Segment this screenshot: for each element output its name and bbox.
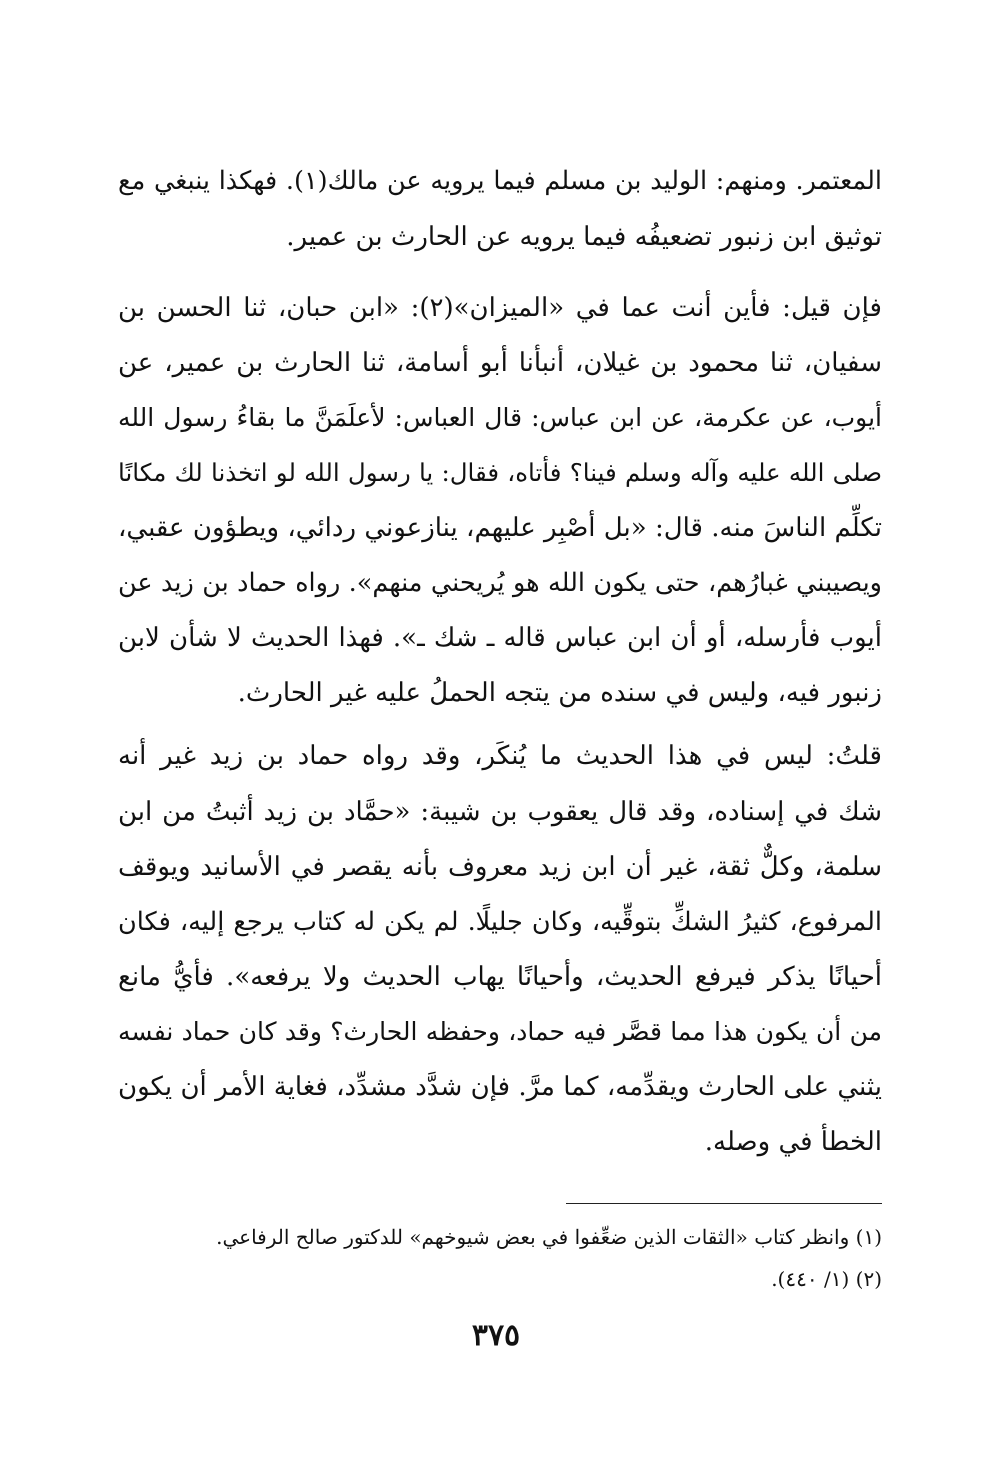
footnote-1: (١) وانظر كتاب «الثقات الذين ضعِّفوا في بعض شيوخهم» للدكتور صالح الرفاعي. bbox=[216, 1225, 882, 1249]
paragraph-start-line: فإن قيل: فأين أنت عما في «الميزان»(٢): «ابن حبان، ثنا الحسن بن bbox=[118, 293, 882, 323]
footnote-2: (٢) (١/ ٤٤٠). bbox=[771, 1267, 882, 1291]
text-line: زنبور فيه، وليس في سنده من يتجه الحملُ عليه غير الحارث. bbox=[237, 678, 882, 708]
text-line: أيوب، عن عكرمة، عن ابن عباس: قال العباس: لأعلَمَنَّ ما بقاءُ رسول الله bbox=[118, 403, 882, 432]
paragraph-start-line: قلتُ: ليس في هذا الحديث ما يُنكَر، وقد رواه حماد بن زيد غير أنه bbox=[118, 741, 882, 771]
text-line: أيوب فأرسله، أو أن ابن عباس قاله ـ شك ـ». فهذا الحديث لا شأن لابن bbox=[118, 623, 882, 653]
text-line: يثني على الحارث ويقدِّمه، كما مرَّ. فإن شدَّد مشدِّد، فغاية الأمر أن يكون bbox=[118, 1072, 882, 1102]
text-line: المعتمر. ومنهم: الوليد بن مسلم فيما يرويه عن مالك(١). فهكذا ينبغي مع bbox=[118, 166, 882, 196]
footnote-divider bbox=[566, 1203, 882, 1204]
text-line: صلى الله عليه وآله وسلم فينا؟ فأتاه، فقال: يا رسول الله لو اتخذنا لك مكانًا bbox=[118, 458, 882, 487]
text-line: ويصيبني غبارُهم، حتى يكون الله هو يُريحني منهم». رواه حماد بن زيد عن bbox=[118, 568, 882, 598]
text-line: سلمة، وكلٌّ ثقة، غير أن ابن زيد معروف بأنه يقصر في الأسانيد ويوقف bbox=[118, 852, 882, 882]
text-line: الخطأ في وصله. bbox=[704, 1127, 882, 1157]
text-line: المرفوع، كثيرُ الشكِّ بتوقِّيه، وكان جليلًا. لم يكن له كتاب يرجع إليه، فكان bbox=[118, 907, 882, 937]
text-line: شك في إسناده، وقد قال يعقوب بن شيبة: «حمَّاد بن زيد أثبتُ من ابن bbox=[118, 797, 882, 827]
text-line: أحيانًا يذكر فيرفع الحديث، وأحيانًا يهاب الحديث ولا يرفعه». فأيُّ مانع bbox=[118, 962, 882, 992]
text-line: سفيان، ثنا محمود بن غيلان، أنبأنا أبو أسامة، ثنا الحارث بن عمير، عن bbox=[118, 348, 882, 378]
page-number: ٣٧٥ bbox=[471, 1318, 521, 1353]
text-line: توثيق ابن زنبور تضعيفُه فيما يرويه عن الحارث بن عمير. bbox=[286, 222, 882, 252]
text-line: من أن يكون هذا مما قصَّر فيه حماد، وحفظه الحارث؟ وقد كان حماد نفسه bbox=[118, 1017, 882, 1046]
text-line: تكلِّم الناسَ منه. قال: «بل أصْبِر عليهم، ينازعوني ردائي، ويطؤون عقبي، bbox=[118, 513, 882, 543]
